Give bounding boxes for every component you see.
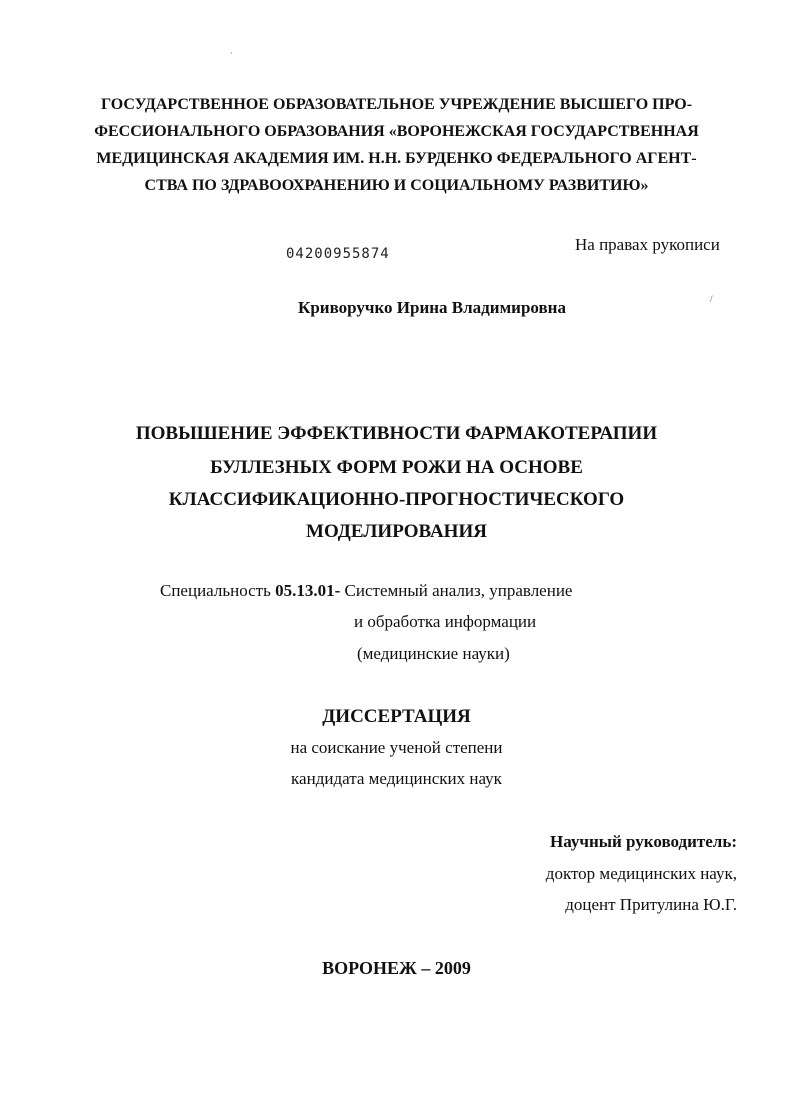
title-line: ПОВЫШЕНИЕ ЭФФЕКТИВНОСТИ ФАРМАКОТЕРАПИИ xyxy=(135,423,658,444)
specialty-code: 05.13.01- xyxy=(275,581,341,600)
place-year: ВОРОНЕЖ – 2009 xyxy=(322,958,471,978)
specialty-line xyxy=(160,581,572,601)
rights-note: На правах рукописи xyxy=(575,235,720,254)
institution-line: ГОСУДАРСТВЕННОЕ ОБРАЗОВАТЕЛЬНОЕ УЧРЕЖДЕНИЕ ВЫСШЕГО ПРО- xyxy=(100,96,693,113)
institution-line: ФЕССИОНАЛЬНОГО ОБРАЗОВАНИЯ «ВОРОНЕЖСКАЯ ГОСУДАРСТВЕННАЯ xyxy=(94,123,699,140)
author-name: Криворучко Ирина Владимировна xyxy=(298,298,566,317)
institution-line: МЕДИЦИНСКАЯ АКАДЕМИЯ ИМ. Н.Н. БУРДЕНКО ФЕДЕРАЛЬНОГО АГЕНТ- xyxy=(96,150,697,167)
scan-speck: / xyxy=(710,294,713,304)
specialty-prefix: Специальность xyxy=(160,581,271,600)
degree-name: кандидата медицинских наук xyxy=(291,769,502,788)
title-line: МОДЕЛИРОВАНИЯ xyxy=(306,521,487,542)
supervisor-degree: доктор медицинских наук, xyxy=(545,864,737,883)
degree-purpose: на соискание ученой степени xyxy=(290,738,503,757)
specialty-name: Системный анализ, управление xyxy=(344,581,573,600)
dissertation-heading: ДИССЕРТАЦИЯ xyxy=(322,706,471,727)
title-line: КЛАССИФИКАЦИОННО-ПРОГНОСТИЧЕСКОГО xyxy=(168,489,625,510)
supervisor-label: Научный руководитель: xyxy=(550,832,737,851)
title-line: БУЛЛЕЗНЫХ ФОРМ РОЖИ НА ОСНОВЕ xyxy=(210,457,583,478)
specialty-science: (медицинские науки) xyxy=(357,644,510,663)
catalog-number: 04200955874 xyxy=(286,246,390,262)
specialty-name-line2: и обработка информации xyxy=(354,612,537,631)
scan-speck: ˎ xyxy=(230,44,233,54)
institution-line: СТВА ПО ЗДРАВООХРАНЕНИЮ И СОЦИАЛЬНОМУ РАЗВИТИЮ» xyxy=(144,177,649,194)
supervisor-name: доцент Притулина Ю.Г. xyxy=(565,895,737,914)
